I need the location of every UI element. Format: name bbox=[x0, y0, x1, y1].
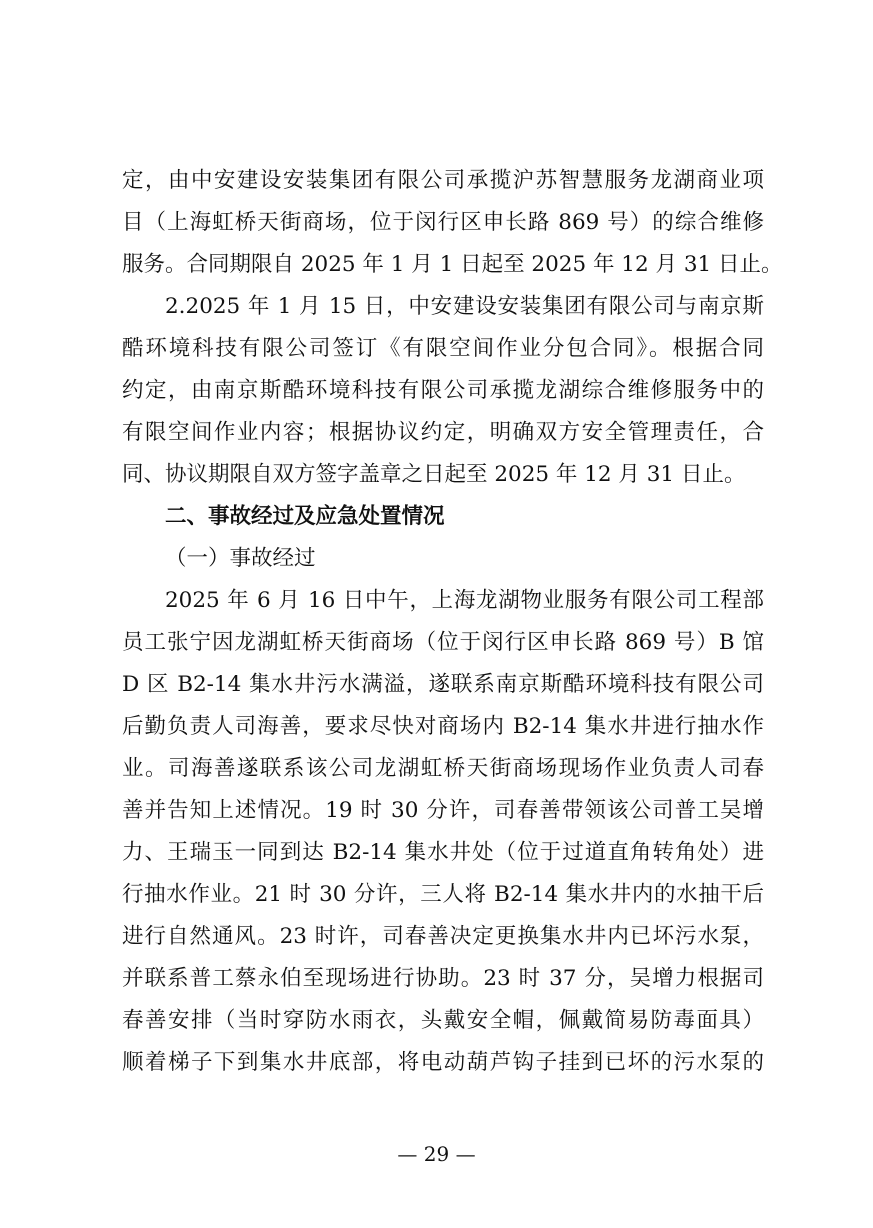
paragraph-line: D 区 B2-14 集水井污水满溢，遂联系南京斯酷环境科技有限公司 bbox=[122, 672, 764, 697]
paragraph-line: 员工张宁因龙湖虹桥天街商场（位于闵行区申长路 869 号）B 馆 bbox=[122, 630, 764, 655]
subsection-heading: （一）事故经过 bbox=[165, 546, 316, 571]
paragraph-line: 目（上海虹桥天街商场，位于闵行区申长路 869 号）的综合维修 bbox=[122, 210, 764, 235]
paragraph-line: 并联系普工蔡永伯至现场进行协助。23 时 37 分，吴增力根据司 bbox=[122, 966, 764, 991]
paragraph-line: 有限空间作业内容；根据协议约定，明确双方安全管理责任，合 bbox=[122, 420, 764, 445]
page-number: — 29 — bbox=[397, 1142, 476, 1166]
paragraph-line: 顺着梯子下到集水井底部，将电动葫芦钩子挂到已坏的污水泵的 bbox=[122, 1050, 764, 1075]
paragraph-line: 业。司海善遂联系该公司龙湖虹桥天街商场现场作业负责人司春 bbox=[122, 756, 764, 781]
paragraph-line: 行抽水作业。21 时 30 分许，三人将 B2-14 集水井内的水抽干后 bbox=[122, 882, 764, 907]
paragraph-line: 后勤负责人司海善，要求尽快对商场内 B2-14 集水井进行抽水作 bbox=[122, 714, 764, 739]
paragraph-line: 2025 年 6 月 16 日中午，上海龙湖物业服务有限公司工程部 bbox=[165, 588, 764, 613]
paragraph-line: 春善安排（当时穿防水雨衣，头戴安全帽，佩戴简易防毒面具） bbox=[122, 1008, 764, 1033]
section-heading: 二、事故经过及应急处置情况 bbox=[165, 504, 445, 529]
paragraph-line: 力、王瑞玉一同到达 B2-14 集水井处（位于过道直角转角处）进 bbox=[122, 840, 764, 865]
paragraph-line: 服务。合同期限自 2025 年 1 月 1 日起至 2025 年 12 月 31 日止。 bbox=[122, 252, 783, 277]
paragraph-line: 2.2025 年 1 月 15 日，中安建设安装集团有限公司与南京斯 bbox=[165, 294, 764, 319]
paragraph-line: 同、协议期限自双方签字盖章之日起至 2025 年 12 月 31 日止。 bbox=[122, 462, 746, 487]
paragraph-line: 酷环境科技有限公司签订《有限空间作业分包合同》。根据合同 bbox=[122, 336, 764, 361]
paragraph-line: 善并告知上述情况。19 时 30 分许，司春善带领该公司普工吴增 bbox=[122, 798, 764, 823]
paragraph-line: 定，由中安建设安装集团有限公司承揽沪苏智慧服务龙湖商业项 bbox=[122, 168, 764, 193]
paragraph-line: 约定，由南京斯酷环境科技有限公司承揽龙湖综合维修服务中的 bbox=[122, 378, 764, 403]
paragraph-line: 进行自然通风。23 时许，司春善决定更换集水井内已坏污水泵， bbox=[122, 924, 764, 949]
